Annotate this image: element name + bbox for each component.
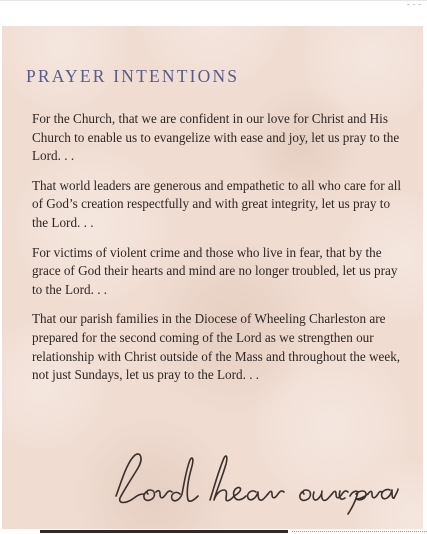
prayer-intentions-card [2,26,423,529]
scroll-track-dots [292,531,427,533]
intention-church: For the Church, that we are confident in our love for Christ and His Church to enable us to evangelize with ease and joy, let us pray to the Lord. . . [32,111,400,164]
intention-parish-families: That our parish families in the Diocese of Wheeling Charleston are prepared for the second coming of the Lord as we strengthen our relationship with Christ outside of the Mass and throughout the week, not just Sundays, let us pray to the Lord. . . [32,311,401,383]
top-strip [0,0,427,26]
corner-mark [407,4,421,6]
intention-victims: For victims of violent crime and those who live in fear, that by the grace of God their hearts and mind are no longer troubled, let us pray to the Lord. . . [32,244,398,297]
bottom-scroll-indicator [0,529,427,534]
intentions-list [32,110,404,385]
top-edge-line [0,0,427,1]
intention-world-leaders: That world leaders are generous and empathetic to all who care for all of God’s creation respectfully and with great integrity, let us pray to the Lord. . . [32,177,402,230]
response-script [110,444,400,516]
page-title: PRAYER INTENTIONS [26,66,240,86]
scroll-progress-bar [40,530,288,533]
